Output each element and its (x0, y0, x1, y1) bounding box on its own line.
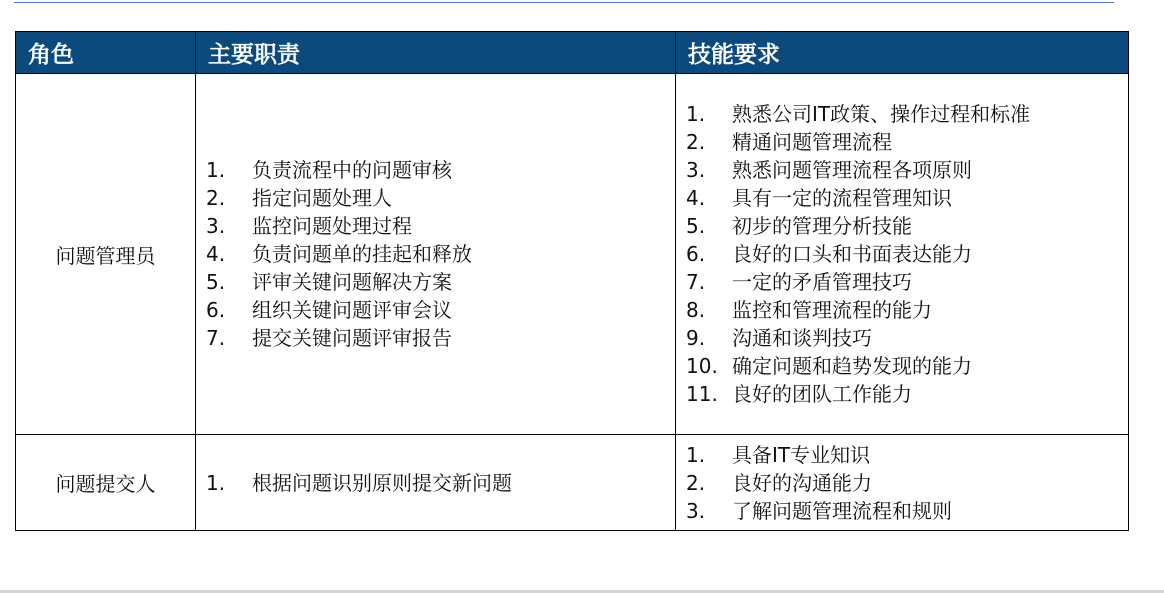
header-skills: 技能要求 (676, 32, 1129, 74)
list-item (686, 296, 1128, 324)
list-item-text: 一定的矛盾管理技巧 (732, 270, 912, 294)
list-item (686, 352, 1128, 380)
top-divider (14, 2, 1114, 3)
list-item-text: 熟悉公司IT政策、操作过程和标准 (732, 102, 1031, 126)
list-item (686, 324, 1128, 352)
list-item-text: 提交关键问题评审报告 (252, 326, 452, 350)
skills-list (686, 100, 1128, 408)
header-duties: 主要职责 (196, 32, 676, 74)
list-item-text: 具备IT专业知识 (732, 442, 871, 467)
list-item (686, 240, 1128, 268)
list-item-text: 负责问题单的挂起和释放 (252, 242, 472, 266)
list-item-number: 6. (206, 298, 226, 322)
list-item-number: 1. (206, 470, 226, 495)
list-item-number: 1. (206, 158, 226, 182)
list-item (686, 156, 1128, 184)
list-item-number: 2. (206, 186, 226, 210)
list-item-text: 组织关键问题评审会议 (252, 298, 452, 322)
list-item-number: 11. (686, 382, 718, 406)
list-item (686, 212, 1128, 240)
list-item-number: 3. (206, 214, 226, 238)
duties-cell (196, 435, 676, 531)
list-item-text: 负责流程中的问题审核 (252, 158, 452, 182)
list-item-text: 熟悉问题管理流程各项原则 (732, 158, 972, 182)
list-item-text: 评审关键问题解决方案 (252, 270, 452, 294)
list-item-number: 5. (686, 214, 706, 238)
skills-cell (676, 74, 1129, 435)
list-item-number: 2. (686, 130, 706, 154)
list-item (686, 497, 1128, 525)
list-item (206, 469, 675, 497)
list-item (206, 240, 675, 268)
skills-cell (676, 435, 1129, 531)
duties-list (206, 469, 675, 497)
list-item (206, 156, 675, 184)
list-item-text: 良好的口头和书面表达能力 (732, 242, 972, 266)
list-item (206, 296, 675, 324)
list-item-number: 6. (686, 242, 706, 266)
list-item (686, 380, 1128, 408)
duties-list (206, 156, 675, 352)
header-role: 角色 (16, 32, 196, 74)
role-cell: 问题管理员 (16, 74, 196, 435)
list-item (686, 128, 1128, 156)
list-item (686, 184, 1128, 212)
list-item-number: 7. (206, 326, 226, 350)
list-item-text: 监控和管理流程的能力 (732, 298, 932, 322)
list-item (686, 268, 1128, 296)
list-item-text: 根据问题识别原则提交新问题 (252, 470, 512, 495)
list-item-text: 确定问题和趋势发现的能力 (732, 354, 972, 378)
list-item (206, 212, 675, 240)
list-item-number: 10. (686, 354, 718, 378)
list-item-number: 4. (206, 242, 226, 266)
list-item-text: 指定问题处理人 (252, 186, 392, 210)
role-cell: 问题提交人 (16, 435, 196, 531)
list-item-number: 2. (686, 470, 706, 495)
list-item-text: 良好的沟通能力 (732, 470, 872, 495)
role-responsibility-table (15, 31, 1129, 531)
list-item (686, 100, 1128, 128)
list-item (206, 268, 675, 296)
list-item (206, 184, 675, 212)
skills-list (686, 441, 1128, 525)
list-item-text: 了解问题管理流程和规则 (732, 498, 952, 523)
list-item-number: 8. (686, 298, 706, 322)
list-item-number: 7. (686, 270, 706, 294)
list-item-text: 沟通和谈判技巧 (732, 326, 872, 350)
list-item (206, 324, 675, 352)
header-row (16, 32, 1129, 74)
list-item-number: 4. (686, 186, 706, 210)
list-item (686, 441, 1128, 469)
table-row-problem-submitter (16, 435, 1129, 531)
list-item-text: 监控问题处理过程 (252, 214, 412, 238)
list-item-number: 1. (686, 442, 706, 467)
list-item-number: 3. (686, 158, 706, 182)
list-item (686, 469, 1128, 497)
list-item-text: 具有一定的流程管理知识 (732, 186, 952, 210)
list-item-text: 精通问题管理流程 (732, 130, 892, 154)
list-item-number: 9. (686, 326, 706, 350)
list-item-number: 1. (686, 102, 706, 126)
list-item-number: 3. (686, 498, 706, 523)
table-row-problem-manager (16, 74, 1129, 435)
list-item-text: 良好的团队工作能力 (732, 382, 912, 406)
duties-cell (196, 74, 676, 435)
list-item-text: 初步的管理分析技能 (732, 214, 912, 238)
list-item-number: 5. (206, 270, 226, 294)
